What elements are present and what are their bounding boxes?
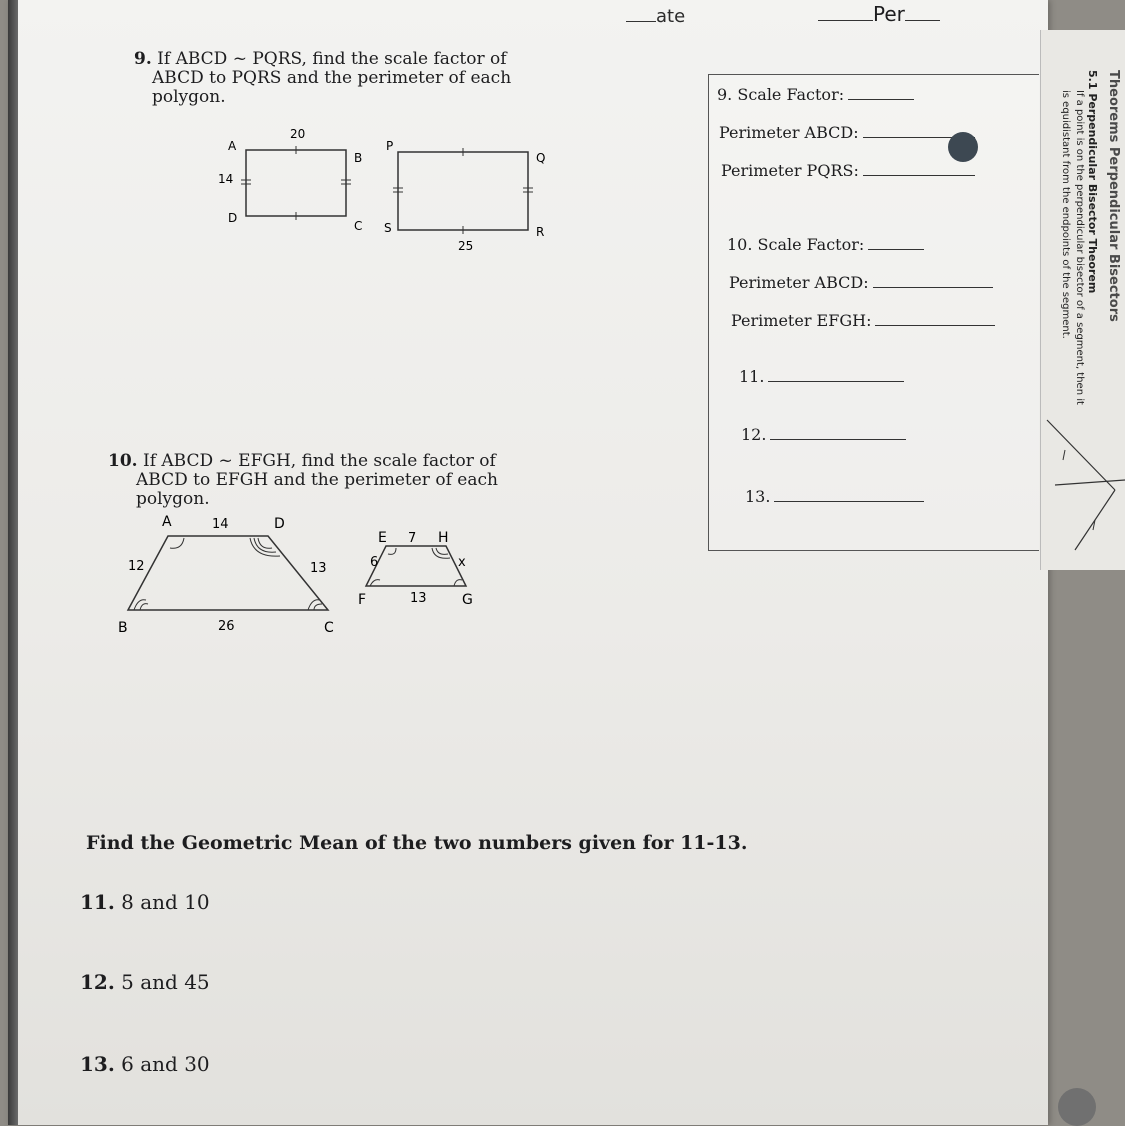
side-label-left: 6 [370,555,379,570]
answer-blank[interactable] [848,85,914,100]
vertex-label-F: F [358,592,367,608]
question-10-line1: If ABCD ~ EFGH, find the scale factor of [142,451,496,471]
answer-blank[interactable] [868,235,924,250]
geometric-mean-item-12: 12. 5 and 45 [80,970,210,994]
vertex-label-C: C [354,219,363,233]
side-subtitle: 5.1 Perpendicular Bisector Theorem [1086,70,1099,294]
vertex-label-D: D [274,516,285,532]
binder-hole [1058,1088,1096,1126]
question-9-figure [208,120,568,260]
question-10 [108,452,528,509]
vertex-label-E: E [378,530,387,546]
question-10-line2: ABCD to EFGH and the perimeter of each [136,470,498,490]
vertex-label-H: H [438,530,449,546]
answer-9-perimeter-abcd: Perimeter ABCD: [719,123,975,142]
answer-12: 12. [741,425,906,444]
question-9 [134,50,534,107]
vertex-label-B: B [118,620,128,636]
answer-9-perimeter-pqrs: Perimeter PQRS: [721,161,975,180]
vertex-label-B: B [354,151,363,165]
question-10-figure [108,510,508,640]
answer-13: 13. [745,487,924,506]
answer-blank[interactable] [770,425,906,440]
vertex-label-D: D [228,211,238,225]
vertex-label-C: C [324,620,334,636]
vertex-label-S: S [384,221,392,235]
vertex-label-G: G [462,592,473,608]
question-9-number: 9. [134,49,152,69]
answer-10-perimeter-efgh: Perimeter EFGH: [731,311,995,330]
answer-blank[interactable] [875,311,995,326]
question-10-number: 10. [108,451,138,471]
worksheet-page [8,0,1048,1125]
side-label-left: 12 [128,559,145,574]
side-label-bottom: 13 [410,591,427,606]
answer-10-scale: 10. Scale Factor: [727,235,924,254]
geometric-mean-item-11: 11. 8 and 10 [80,890,210,914]
side-label-bottom: 25 [458,239,474,253]
side-label-left: 14 [218,172,234,186]
question-9-line1: If ABCD ~ PQRS, find the scale factor of [157,49,507,69]
side-label-top: 7 [408,531,417,546]
side-diagram [1045,410,1125,560]
side-body-2: is equidistant from the endpoints of the segment. [1060,90,1071,339]
vertex-label-R: R [536,225,545,239]
answer-box [708,74,1039,551]
name-label: ate [626,6,685,27]
side-label-right: x [458,555,466,570]
side-label-right: 13 [310,561,327,576]
side-body: If a point is on the perpendicular bisector of a segment, then it [1074,90,1085,405]
side-label-top: 14 [212,517,229,532]
ink-dot [948,132,978,162]
side-title: Theorems Perpendicular Bisectors [1106,70,1121,322]
period-label: Per [818,2,940,26]
vertex-label-A: A [162,514,172,530]
vertex-label-Q: Q [536,151,546,165]
side-label-top: 20 [290,127,306,141]
geometric-mean-heading: Find the Geometric Mean of the two numbers given for 11-13. [86,832,748,854]
answer-9-scale: 9. Scale Factor: [717,85,914,104]
question-10-line3: polygon. [136,489,210,509]
answer-11: 11. [739,367,904,386]
answer-blank[interactable] [863,161,975,176]
side-label-bottom: 26 [218,619,235,634]
geometric-mean-item-13: 13. 6 and 30 [80,1052,210,1076]
answer-blank[interactable] [873,273,993,288]
vertex-label-A: A [228,139,237,153]
vertex-label-P: P [386,139,394,153]
question-9-line2: ABCD to PQRS and the perimeter of each [152,68,512,88]
adjacent-notes-page [1040,30,1125,570]
binder-edge [8,0,18,1125]
answer-10-perimeter-abcd: Perimeter ABCD: [729,273,993,292]
answer-blank[interactable] [768,367,904,382]
answer-blank[interactable] [774,487,924,502]
question-9-line3: polygon. [152,87,226,107]
